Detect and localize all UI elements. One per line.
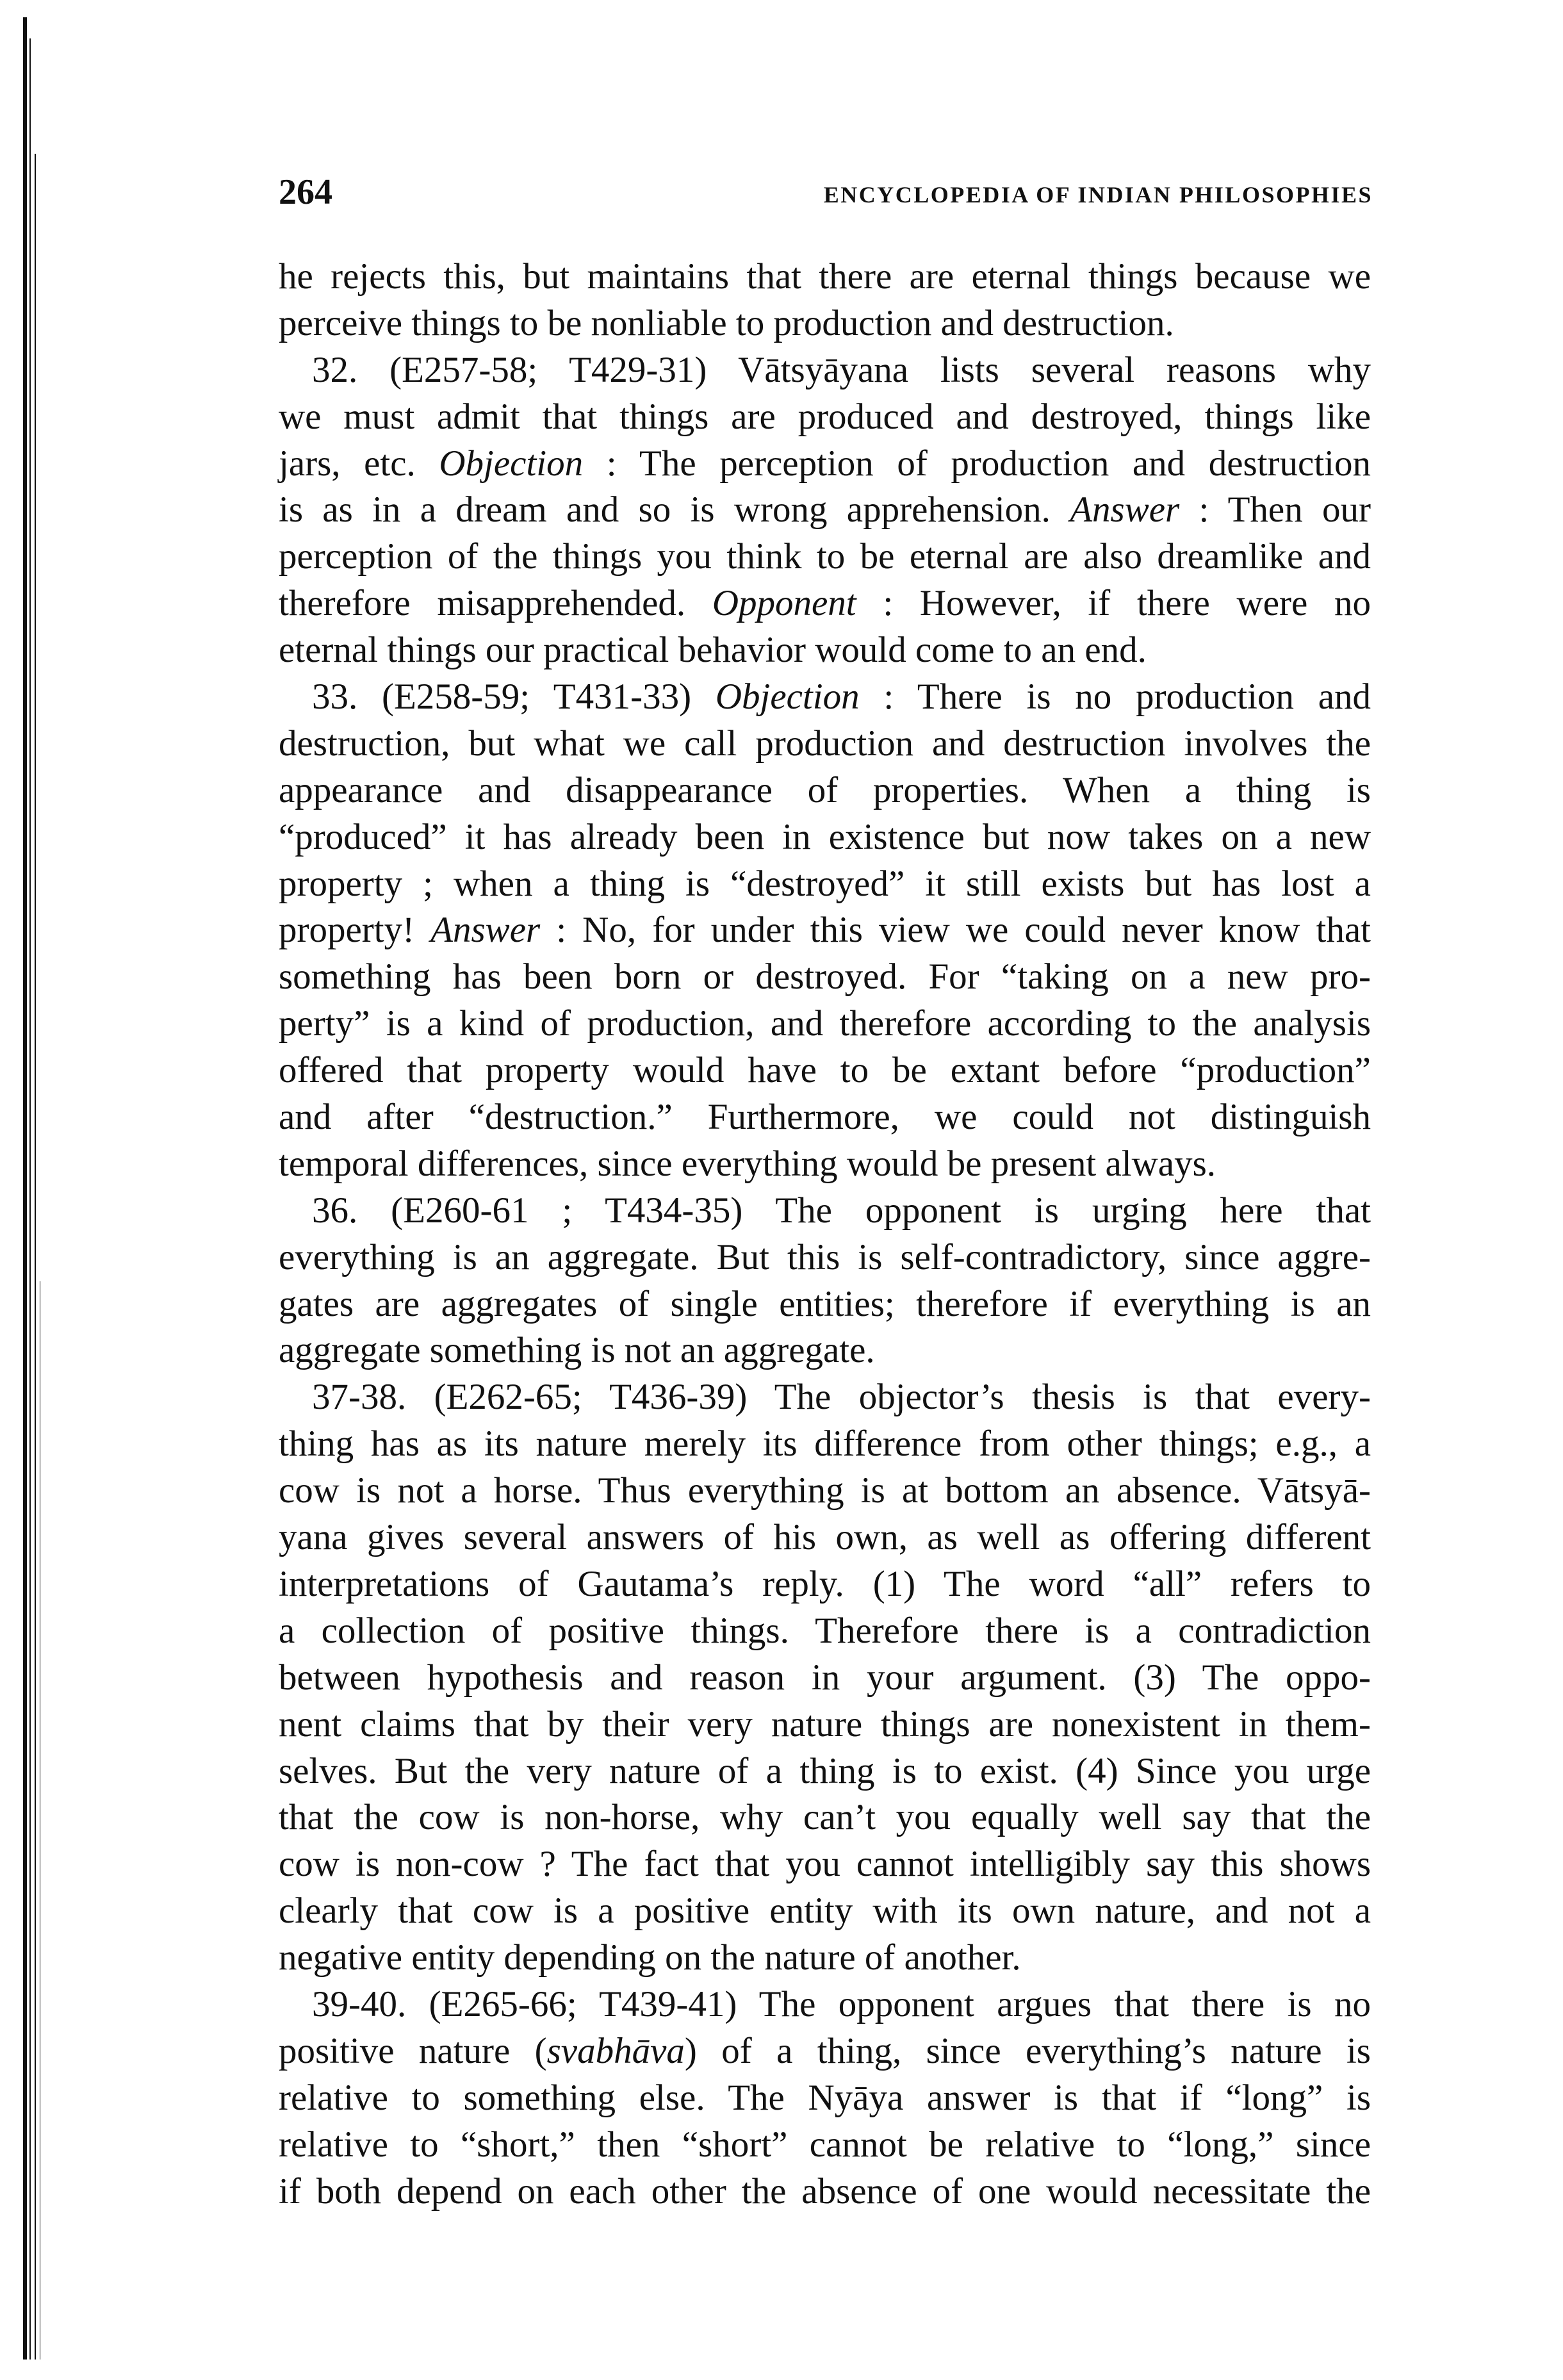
text-line bbox=[279, 534, 1371, 580]
italic-term: Answer bbox=[1070, 489, 1180, 530]
text-segment: positive nature ( bbox=[279, 2030, 547, 2071]
text-segment: aggregate something is not an aggregate. bbox=[279, 1330, 875, 1371]
page-header bbox=[279, 173, 1373, 211]
text-segment: negative entity depending on the nature of another. bbox=[279, 1937, 1021, 1978]
text-line bbox=[279, 1514, 1371, 1561]
text-line bbox=[279, 767, 1371, 814]
text-line bbox=[279, 1235, 1371, 1281]
text-segment: property! bbox=[279, 910, 431, 951]
text-line bbox=[279, 1702, 1371, 1748]
text-line bbox=[279, 1935, 1371, 1982]
text-segment: relative to “short,” then “short” cannot be relative to “long,” since bbox=[279, 2124, 1371, 2165]
text-line bbox=[279, 300, 1371, 347]
text-segment: selves. But the very nature of a thing is to exist. (4) Since you urge bbox=[279, 1750, 1371, 1791]
text-segment: “produced” it has already been in existence but now takes on a new bbox=[279, 816, 1371, 857]
text-segment: : There is no production and bbox=[859, 677, 1371, 718]
text-segment: cow is not a horse. Thus everything is at bottom an absence. Vātsyā- bbox=[279, 1470, 1371, 1511]
text-segment: jars, etc. bbox=[279, 443, 439, 484]
text-segment: perceive things to be nonliable to production and destruction. bbox=[279, 302, 1174, 343]
text-line bbox=[279, 1047, 1371, 1094]
text-segment: gates are aggregates of single entities; therefore if everything is an bbox=[279, 1283, 1371, 1324]
paragraph-start-line bbox=[279, 1374, 1371, 1421]
text-segment: everything is an aggregate. But this is self-contradictory, since aggre- bbox=[279, 1236, 1371, 1277]
binding-edge-line bbox=[23, 17, 27, 2359]
text-segment: cow is non-cow ? The fact that you cannot intelligibly say this shows bbox=[279, 1844, 1371, 1885]
text-line bbox=[279, 487, 1371, 534]
text-segment: interpretations of Gautama’s reply. (1) The word “all” refers to bbox=[279, 1563, 1371, 1604]
text-line bbox=[279, 1281, 1371, 1328]
text-line bbox=[279, 721, 1371, 767]
text-line bbox=[279, 1608, 1371, 1655]
text-line bbox=[279, 954, 1371, 1001]
text-line bbox=[279, 1888, 1371, 1935]
text-segment: and after “destruction.” Furthermore, we could not distinguish bbox=[279, 1097, 1371, 1138]
text-segment: yana gives several answers of his own, as well as offering different bbox=[279, 1517, 1371, 1558]
text-segment: that the cow is non-horse, why can’t you equally well say that the bbox=[279, 1797, 1371, 1838]
text-segment: : However, if there were no bbox=[856, 583, 1371, 624]
text-line bbox=[279, 1001, 1371, 1047]
text-segment: clearly that cow is a positive entity with its own nature, and not a bbox=[279, 1891, 1371, 1932]
paragraph-start-line bbox=[279, 347, 1371, 394]
text-segment: perty” is a kind of production, and therefore according to the analysis bbox=[279, 1003, 1371, 1044]
text-segment: we must admit that things are produced and destroyed, things like bbox=[279, 396, 1371, 437]
text-segment: between hypothesis and reason in your argument. (3) The oppo- bbox=[279, 1657, 1371, 1698]
text-segment: is as in a dream and so is wrong apprehension. bbox=[279, 489, 1070, 530]
binding-edge-line bbox=[35, 154, 36, 2359]
text-segment: he rejects this, but maintains that there are eternal things because we bbox=[279, 256, 1371, 297]
italic-term: svabhāva bbox=[546, 2030, 685, 2071]
running-title: ENCYCLOPEDIA OF INDIAN PHILOSOPHIES bbox=[823, 182, 1373, 208]
body-text bbox=[279, 254, 1371, 2215]
text-line bbox=[279, 814, 1371, 861]
paragraph-start-line bbox=[279, 1188, 1371, 1235]
text-line bbox=[279, 2028, 1371, 2075]
text-line bbox=[279, 2122, 1371, 2169]
text-line bbox=[279, 441, 1371, 488]
text-segment: : Then our bbox=[1179, 489, 1371, 530]
italic-term: Objection bbox=[439, 443, 584, 484]
text-line bbox=[279, 1794, 1371, 1841]
text-segment: eternal things our practical behavior would come to an end. bbox=[279, 630, 1147, 671]
italic-term: Objection bbox=[715, 677, 860, 718]
text-line bbox=[279, 1841, 1371, 1888]
text-line bbox=[279, 1561, 1371, 1608]
page-number: 264 bbox=[279, 172, 332, 212]
text-segment: 33. (E258-59; T431-33) bbox=[312, 677, 716, 718]
binding-edge-line bbox=[29, 38, 31, 2359]
text-line bbox=[279, 2075, 1371, 2122]
text-segment: something has been born or destroyed. For “taking on a new pro- bbox=[279, 956, 1371, 997]
text-segment: appearance and disappearance of properties. When a thing is bbox=[279, 769, 1371, 810]
text-line bbox=[279, 861, 1371, 908]
text-segment: nent claims that by their very nature things are nonexistent in them- bbox=[279, 1703, 1371, 1744]
text-segment: 39-40. (E265-66; T439-41) The opponent argues that there is no bbox=[312, 1983, 1371, 2024]
text-segment: relative to something else. The Nyāya answer is that if “long” is bbox=[279, 2077, 1371, 2118]
text-segment: therefore misapprehended. bbox=[279, 583, 712, 624]
text-line bbox=[279, 2169, 1371, 2215]
text-segment: if both depend on each other the absence of one would necessitate the bbox=[279, 2171, 1371, 2212]
text-line bbox=[279, 254, 1371, 300]
italic-term: Opponent bbox=[712, 583, 856, 624]
text-line bbox=[279, 1468, 1371, 1514]
text-line bbox=[279, 580, 1371, 627]
text-segment: destruction, but what we call production and destruction involves the bbox=[279, 723, 1371, 764]
text-line bbox=[279, 1655, 1371, 1702]
text-segment: ) of a thing, since everything’s nature is bbox=[684, 2030, 1371, 2071]
text-segment: offered that property would have to be extant before “production” bbox=[279, 1050, 1371, 1091]
paragraph-start-line bbox=[279, 1982, 1371, 2028]
text-line bbox=[279, 1141, 1371, 1188]
text-line bbox=[279, 1094, 1371, 1141]
text-segment: : No, for under this view we could never know that bbox=[540, 910, 1371, 951]
text-line bbox=[279, 1421, 1371, 1468]
text-segment: a collection of positive things. Therefore there is a contradiction bbox=[279, 1610, 1371, 1651]
text-segment: 37-38. (E262-65; T436-39) The objector’s thesis is that every- bbox=[312, 1377, 1371, 1418]
text-line bbox=[279, 1327, 1371, 1374]
text-segment: property ; when a thing is “destroyed” it still exists but has lost a bbox=[279, 863, 1371, 904]
text-segment: temporal differences, since everything would be present always. bbox=[279, 1143, 1216, 1184]
text-segment: perception of the things you think to be eternal are also dreamlike and bbox=[279, 536, 1371, 577]
text-line bbox=[279, 394, 1371, 441]
text-line bbox=[279, 1748, 1371, 1795]
paragraph-start-line bbox=[279, 674, 1371, 721]
text-segment: : The perception of production and destruction bbox=[583, 443, 1371, 484]
text-segment: 32. (E257-58; T429-31) Vātsyāyana lists several reasons why bbox=[312, 349, 1371, 390]
italic-term: Answer bbox=[430, 910, 541, 951]
text-line bbox=[279, 907, 1371, 954]
text-line bbox=[279, 627, 1371, 674]
text-segment: thing has as its nature merely its difference from other things; e.g., a bbox=[279, 1424, 1371, 1465]
text-segment: 36. (E260-61 ; T434-35) The opponent is urging here that bbox=[312, 1190, 1371, 1231]
